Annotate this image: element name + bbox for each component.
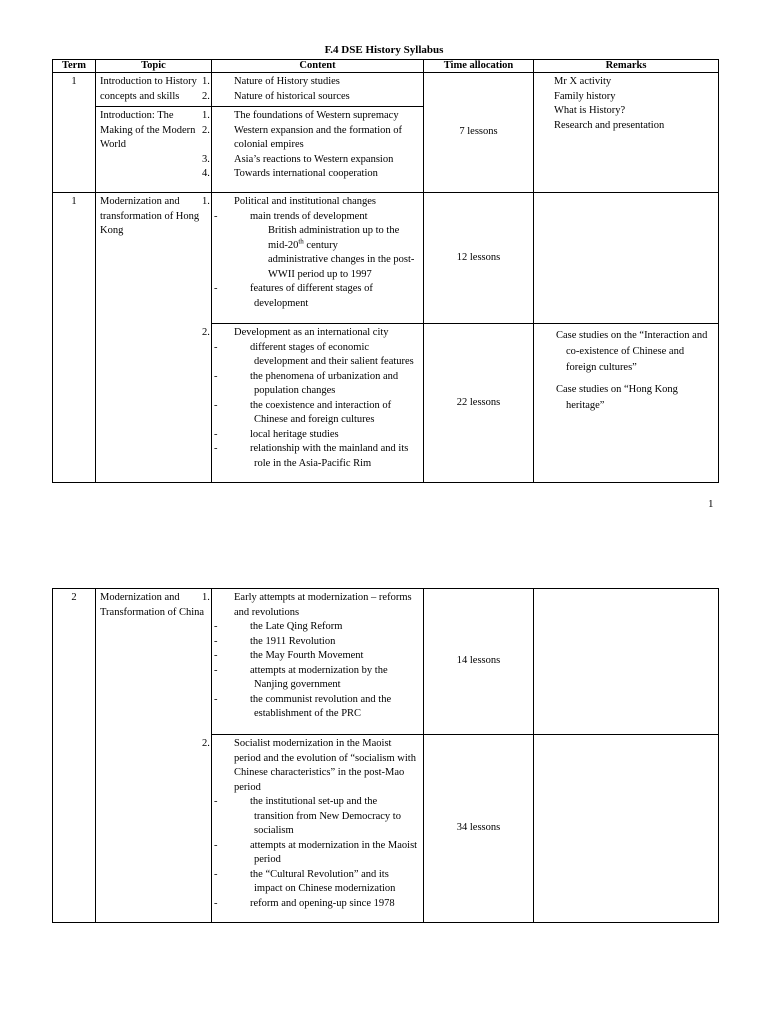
table-row <box>53 193 719 324</box>
term-cell: 2 <box>53 589 96 923</box>
table-row <box>53 589 719 735</box>
topic-cell: Modernization and transformation of Hong Kong <box>96 193 212 483</box>
content-cell: 1. Political and institutional changes - main trends of development British administration up to the mid-20th century administrative changes in the post-WWII period up to 1997 - features of different stages of development <box>212 193 424 324</box>
topic-cell: Modernization and Transformation of China <box>96 589 212 923</box>
content-cell: 1. Early attempts at modernization – reforms and revolutions - the Late Qing Reform - the 1911 Revolution - the May Fourth Movement - attempts at modernization by the Nanjing government - the communist revolution and the establishment of the PRC <box>212 589 424 735</box>
header-term: Term <box>53 60 96 73</box>
content-cell: 2. Socialist modernization in the Maoist period and the evolution of “socialism with Chinese characteristics” in the post-Mao period - the institutional set-up and the transition from New Democracy to socialism - attempts at modernization in the Maoist period - the “Cultural Revolution” and its impact on Chinese modernization - reform and opening-up since 1978 <box>212 735 424 923</box>
term-cell: 1 <box>53 73 96 193</box>
page-number: 1 <box>708 498 714 510</box>
content-cell: 1. Nature of History studies 2. Nature of historical sources <box>212 73 424 107</box>
header-remarks: Remarks <box>534 60 719 73</box>
page-title: F.4 DSE History Syllabus <box>324 44 444 56</box>
content-cell: 1. The foundations of Western supremacy 2. Western expansion and the formation of colonial empires 3. Asia’s reactions to Western expansion 4. Towards international cooperation <box>212 107 424 193</box>
time-cell: 7 lessons <box>424 73 534 193</box>
content-cell: 2. Development as an international city - different stages of economic development and their salient features - the phenomena of urbanization and population changes - the coexistence and interaction of Chinese and foreign cultures - local heritage studies - relationship with the mainland and its role in the Asia-Pacific Rim <box>212 324 424 483</box>
header-time: Time allocation <box>424 60 534 73</box>
topic-cell: Introduction to History concepts and skills <box>96 73 212 107</box>
syllabus-table-page1 <box>52 59 719 483</box>
remarks-cell: Mr X activity Family history What is History? Research and presentation <box>534 73 719 193</box>
remarks-cell <box>534 193 719 324</box>
term-cell: 1 <box>53 193 96 483</box>
topic-cell: Introduction: The Making of the Modern World <box>96 107 212 193</box>
syllabus-table-page2 <box>52 588 719 923</box>
remarks-cell: Case studies on the “Interaction and co-existence of Chinese and foreign cultures” Case studies on “Hong Kong heritage” <box>534 324 719 483</box>
table-row <box>53 73 719 107</box>
time-cell: 12 lessons <box>424 193 534 324</box>
header-row <box>53 60 719 73</box>
remarks-cell <box>534 589 719 735</box>
header-topic: Topic <box>96 60 212 73</box>
header-content: Content <box>212 60 424 73</box>
time-cell: 22 lessons <box>424 324 534 483</box>
remarks-cell <box>534 735 719 923</box>
time-cell: 34 lessons <box>424 735 534 923</box>
time-cell: 14 lessons <box>424 589 534 735</box>
